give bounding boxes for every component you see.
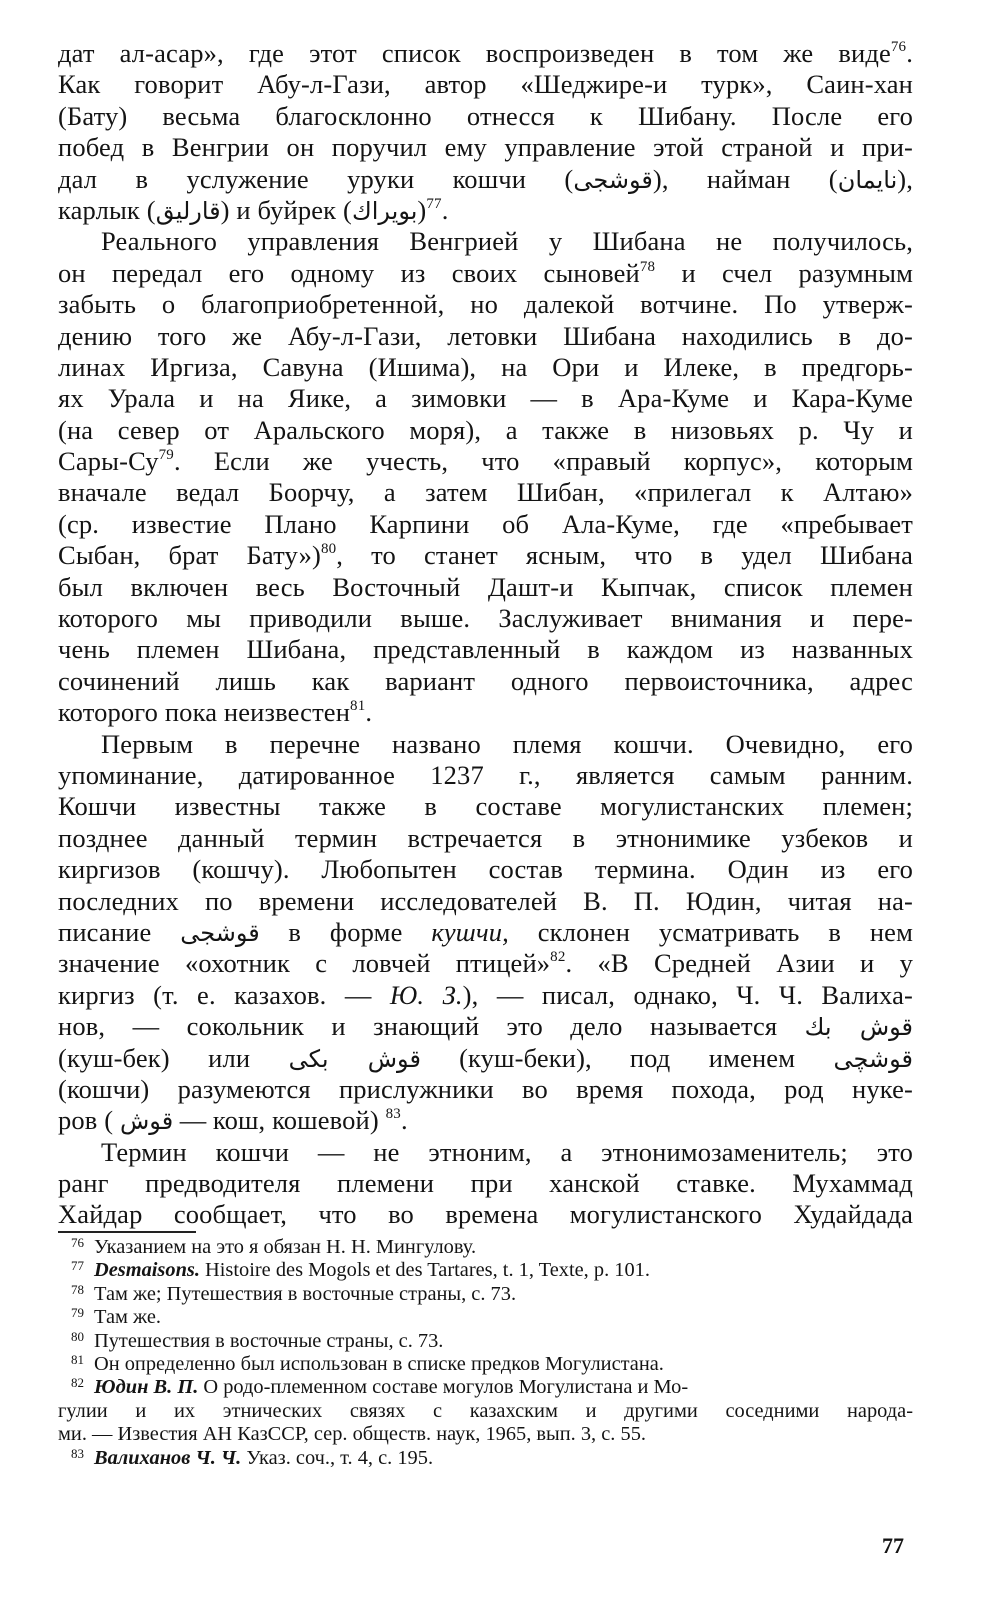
main-text xyxy=(58,38,913,1231)
footnote-divider xyxy=(58,1231,196,1233)
page-number: 77 xyxy=(882,1533,904,1558)
text-line: карлык (قارليق) и буйрек (بويراك)$^{77}$. xyxy=(58,194,449,225)
footnote: $^{81}$ Он определенно был использован в списке предков Могулистана. xyxy=(71,1352,664,1376)
text-line: (на север от Аральского моря), а также в низовьях р. Чу и xyxy=(58,414,913,445)
text-line: Сыбан, брат Бату»)$^{80}$, то станет ясным, что в удел Шибана xyxy=(58,540,914,571)
text-line: Первым в перечне названо племя кошчи. Очевидно, его xyxy=(101,728,913,759)
footnote: $^{76}$ Указанием на это я обязан Н. Н. Мингулову. xyxy=(71,1235,477,1258)
text-line: ях Урала и на Яике, а зимовки — в Ара-Куме и Кара-Куме xyxy=(58,383,913,414)
text-line: ров ( قوش — кош, кошевой) $^{83}$. xyxy=(58,1105,408,1136)
text-line: ранг предводителя племени при ханской ставке. Мухаммад xyxy=(58,1168,913,1199)
footnote: $^{83}$ Валиханов Ч. Ч. Указ. соч., т. 4, с. 195. xyxy=(71,1445,434,1469)
text-line: (куш-бек) или قوش بكى (куш-беки), под именем قوشچى xyxy=(58,1042,914,1073)
text-line: линах Иргиза, Савуна (Ишима), на Ори и Илеке, в предгорь- xyxy=(58,351,913,382)
text-line: Термин кошчи — не этноним, а этнонимозаменитель; это xyxy=(101,1136,913,1167)
text-line: киргизов (кошчу). Любопытен состав термина. Один из его xyxy=(58,854,913,885)
text-line: забыть о благоприобретенной, но далекой вотчине. По утверж- xyxy=(58,289,913,320)
text-line: (ср. известие Плано Карпини об Ала-Куме, где «пребывает xyxy=(58,508,913,539)
text-line: Сары-$Су^{79}$. Если же учесть, что «правый корпус», которым xyxy=(58,446,913,477)
text-line: дал в услужение уруки кошчи (قوشجى), найман (نايمان), xyxy=(58,163,913,194)
text-line: побед в Венгрии он поручил ему управление этой страной и при- xyxy=(58,132,913,163)
text-line: он передал его одному из своих сыновей$^{78}$ и счел разумным xyxy=(58,257,913,288)
text-line: дению того же Абу-л-Гази, летовки Шибана находились в до- xyxy=(58,320,913,351)
text-line: позднее данный термин встречается в этнонимике узбеков и xyxy=(58,822,913,853)
text-line: Реального управления Венгрией у Шибана не получилось, xyxy=(101,226,913,257)
text-line: (Бату) весьма благосклонно отнесся к Шибану. После его xyxy=(58,100,913,131)
text-line: (кошчи) разумеются прислужники во время похода, род нуке- xyxy=(58,1073,913,1104)
text-line: чень племен Шибана, представленный в каждом из названных xyxy=(58,634,913,665)
footnote: $^{77}$ Desmaisons. Histoire des Mogols et des Tartares, t. 1, Texte, p. 101. xyxy=(71,1258,650,1282)
text-line: последних по времени исследователей В. П. Юдин, читая на- xyxy=(58,885,913,916)
text-line: дат ал-асар», где этот список воспроизведен в том же виде$^{76}$. xyxy=(58,38,913,68)
text-line: Хайдар сообщает, что во времена могулистанского Худайдада xyxy=(58,1199,913,1230)
text-line: нов, — сокольник и знающий это дело называется قوش بك xyxy=(58,1011,913,1042)
text-line: Как говорит Абу-л-Гази, автор «Шеджире-и турк», Саин-хан xyxy=(58,69,913,100)
text-line: писание قوشجى в форме кушчи, склонен усматривать в нем xyxy=(58,916,913,947)
text-line: был включен весь Восточный Дашт-и Кыпчак, список племен xyxy=(58,571,913,602)
text-line: которого мы приводили выше. Заслуживает внимания и пере- xyxy=(58,603,913,634)
footnote-continuation: ми. — Известия АН КазССР, сер. обществ. наук, 1965, вып. 3, с. 55. xyxy=(58,1423,646,1446)
text-line: киргиз (т. е. казахов. — Ю. З.), — писал, однако, Ч. Ч. Валиха- xyxy=(58,979,913,1010)
footnote-continuation: гулии и их этнических связях с казахским и другими соседними народа- xyxy=(58,1399,913,1422)
text-line: Кошчи известны также в составе могулистанских племен; xyxy=(58,791,913,822)
text-line: сочинений лишь как вариант одного первоисточника, адрес xyxy=(58,665,913,696)
footnote: $^{78}$ Там же; Путешествия в восточные страны, с. 73. xyxy=(71,1281,517,1305)
text-line: значение «охотник с ловчей птицей»$^{82}$. «В Средней Азии и у xyxy=(58,948,913,979)
footnote: $^{80}$ Путешествия в восточные страны, с. 73. xyxy=(71,1328,444,1352)
footnote: $^{82}$ Юдин В. П. О родо-племенном составе могулов Могулистана и Мо- xyxy=(71,1375,689,1399)
text-line: упоминание, датированное 1237 г., является самым ранним. xyxy=(58,759,913,790)
footnote: $^{79}$ Там же. xyxy=(71,1305,161,1329)
footnotes xyxy=(58,1236,913,1470)
text-line: которого пока неизвестен$^{81}$. xyxy=(58,697,373,728)
text-line: вначале ведал Боорчу, а затем Шибан, «прилегал к Алтаю» xyxy=(58,477,913,508)
